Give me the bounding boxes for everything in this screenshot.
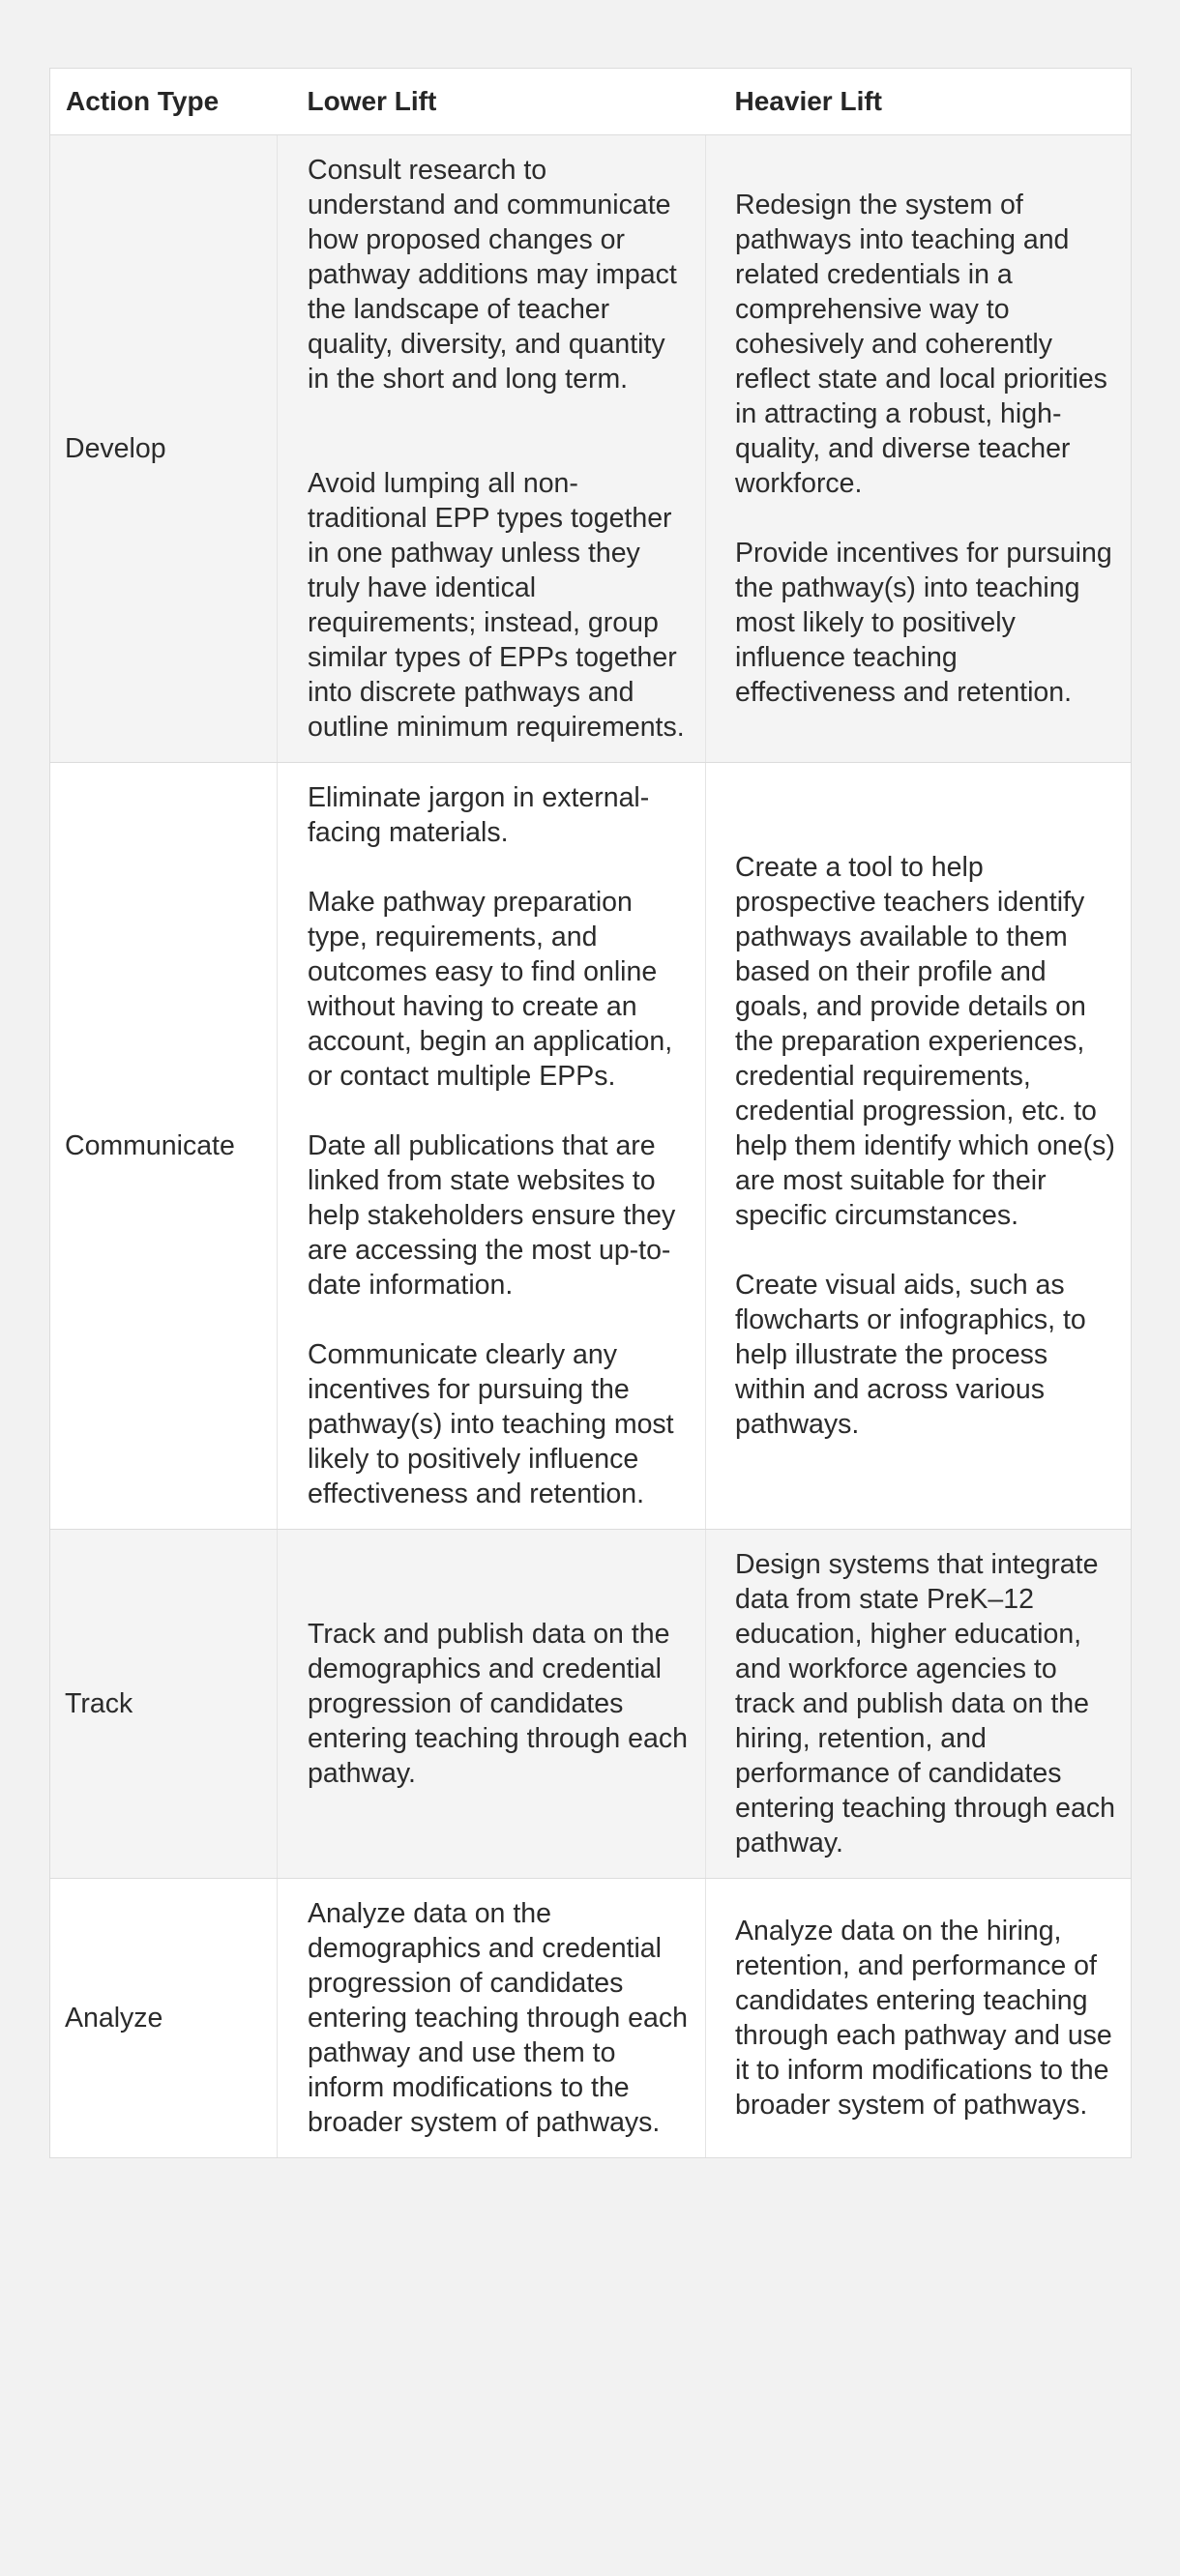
heavier-lift-item: Create visual aids, such as flowcharts or infographics, to help illustrate the process within and across various pathways. [735, 1270, 1086, 1440]
header-lower-lift: Lower Lift [278, 69, 706, 135]
lower-lift-cell [278, 1879, 706, 2158]
lower-lift-cell [278, 135, 706, 763]
heavier-lift-item: Create a tool to help prospective teachers identify pathways available to them based on their profile and goals, and provide details on the preparation experiences, credential requirements, credential progression, etc. to help them identify which one(s) are most suitable for their specific circumstances. [735, 852, 1115, 1231]
action-type-cell: Analyze [50, 1879, 278, 2158]
heavier-lift-cell [706, 135, 1132, 763]
header-row [50, 69, 1132, 135]
table-row-develop [50, 135, 1132, 763]
lower-lift-cell [278, 763, 706, 1530]
table-row-communicate [50, 763, 1132, 1530]
lower-lift-item: Make pathway preparation type, requirements, and outcomes easy to find online without having to create an account, begin an application, or contact multiple EPPs. [308, 887, 673, 1092]
lower-lift-item: Date all publications that are linked from state websites to help stakeholders ensure they are accessing the most up-to-date information. [308, 1130, 676, 1301]
action-type-cell: Develop [50, 135, 278, 763]
heavier-lift-item: Provide incentives for pursuing the pathway(s) into teaching most likely to positively influence teaching effectiveness and retention. [735, 538, 1112, 708]
lower-lift-item: Analyze data on the demographics and credential progression of candidates entering teaching through each pathway and use them to inform modifications to the broader system of pathways. [308, 1898, 688, 2138]
table-row-track [50, 1530, 1132, 1879]
lower-lift-item: Communicate clearly any incentives for pursuing the pathway(s) into teaching most likely to positively influence effectiveness and retention. [308, 1339, 674, 1509]
heavier-lift-cell [706, 1879, 1132, 2158]
heavier-lift-cell [706, 1530, 1132, 1879]
lower-lift-cell [278, 1530, 706, 1879]
lower-lift-item: Avoid lumping all non-traditional EPP types together in one pathway unless they truly have identical requirements; instead, group similar types of EPPs together into discrete pathways and outline minimum requirements. [308, 468, 685, 743]
heavier-lift-item: Redesign the system of pathways into teaching and related credentials in a comprehensive way to cohesively and coherently reflect state and local priorities in attracting a robust, high-quality, and diverse teacher workforce. [735, 190, 1107, 499]
table-row-analyze [50, 1879, 1132, 2158]
lower-lift-item: Consult research to understand and communicate how proposed changes or pathway additions may impact the landscape of teacher quality, diversity, and quantity in the short and long term. [308, 155, 677, 395]
lower-lift-item: Eliminate jargon in external-facing materials. [308, 782, 650, 848]
heavier-lift-item: Design systems that integrate data from state PreK–12 education, higher education, and workforce agencies to track and publish data on the hiring, retention, and performance of candidates entering teaching through each pathway. [735, 1549, 1115, 1859]
lower-lift-item: Track and publish data on the demographics and credential progression of candidates entering teaching through each pathway. [308, 1619, 688, 1789]
heavier-lift-cell [706, 763, 1132, 1530]
header-action-type: Action Type [50, 69, 278, 135]
action-type-cell: Track [50, 1530, 278, 1879]
action-type-cell: Communicate [50, 763, 278, 1530]
heavier-lift-item: Analyze data on the hiring, retention, and performance of candidates entering teaching through each pathway and use it to inform modifications to the broader system of pathways. [735, 1916, 1112, 2121]
pathways-action-table [49, 68, 1132, 2158]
header-heavier-lift: Heavier Lift [706, 69, 1132, 135]
